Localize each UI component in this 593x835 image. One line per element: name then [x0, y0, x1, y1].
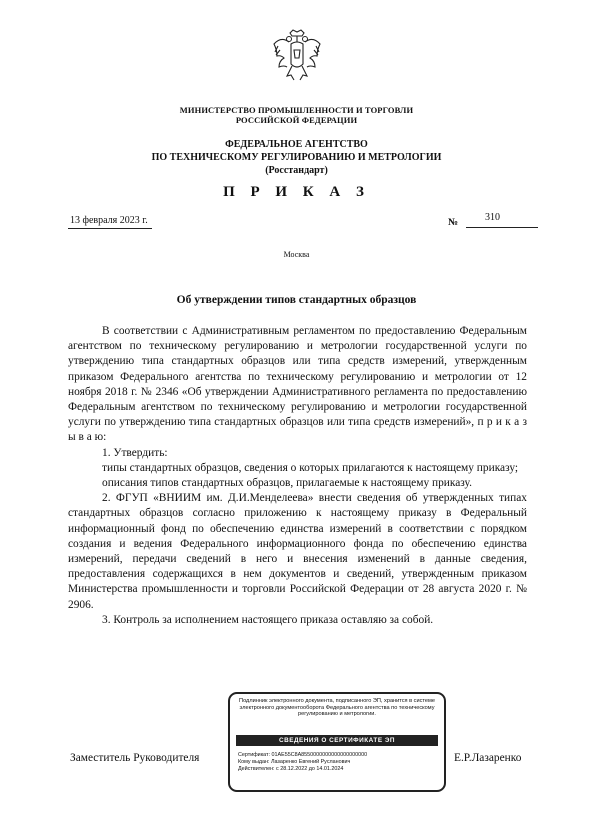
order-title: П Р И К А З — [223, 184, 370, 200]
agency-line-3: (Росстандарт) — [265, 165, 328, 176]
stamp-intro: Подлинник электронного документа, подписанного ЭП, хранится в системе электронного документооборота Федерального агентства по техническому регулированию и метрологии. — [239, 698, 435, 718]
order-city: Москва — [283, 250, 310, 259]
ministry-name — [0, 105, 593, 125]
agency-name — [0, 138, 593, 177]
paragraph-preamble — [68, 324, 527, 446]
electronic-signature-stamp — [228, 692, 446, 792]
ministry-line-2: РОССИЙСКОЙ ФЕДЕРАЦИИ — [235, 115, 358, 125]
signer-position: Заместитель Руководителя — [70, 752, 200, 764]
stamp-header: СВЕДЕНИЯ О СЕРТИФИКАТЕ ЭП — [236, 735, 438, 746]
order-body — [68, 324, 527, 628]
order-subject: Об утверждении типов стандартных образцов — [176, 294, 417, 306]
signer-name: Е.Р.Лазаренко — [454, 752, 522, 764]
agency-line-1: ФЕДЕРАЛЬНОЕ АГЕНТСТВО — [225, 139, 368, 150]
paragraph-item-1b: описания типов стандартных образцов, прилагаемые к настоящему приказу. — [102, 477, 472, 490]
paragraph-item-1: 1. Утвердить: — [102, 446, 168, 459]
stamp-validity: Действителен: с 28.12.2022 до 14.01.2024 — [238, 766, 344, 773]
russian-coat-of-arms-icon — [272, 28, 322, 86]
preamble-text: В соответствии с Административным регламентом по предоставлению Федеральным агентством по техническому регулированию и метрологии государственной услуги по утверждению типа стандартных образцов или типа средств измерений, утвержденным приказом Федерального агентства по техническому регулированию и метрологии от 12 ноября 2018 г. № 2346 «Об утверждении Административного регламента по предоставлению Федеральным агентством по техническому регулированию и метрологии государственной услуги по утверждению типа стандартных образцов или типа средств измерений», — [68, 325, 527, 429]
stamp-certificate: Сертификат: 01AE55C8A8550000000000000000000 — [238, 752, 368, 758]
date-underline — [68, 228, 152, 229]
stamp-owner: Кому выдан: Лазаренко Евгений Русланович — [238, 759, 351, 766]
order-date: 13 февраля 2023 г. — [70, 215, 148, 226]
paragraph-item-2: 2. ФГУП «ВНИИМ им. Д.И.Менделеева» внести сведения об утвержденных типах стандартных образцов согласно приложению к настоящему приказу в Федеральный информационный фонд по обеспечению единства измерений в соответствии с порядком создания и ведения Федерального информационного фонда по обеспечению единства измерений, передачи сведений в него и внесения изменений в данные сведения, предоставления содержащихся в нем документов и сведений, утвержденным приказом Министерства промышленности и торговли Российской Федерации от 28 августа 2020 г. № 2906. — [68, 492, 527, 611]
number-sign: № — [448, 217, 459, 228]
ministry-line-1: МИНИСТЕРСТВО ПРОМЫШЛЕННОСТИ И ТОРГОВЛИ — [179, 105, 414, 115]
stamp-details — [238, 752, 367, 774]
agency-line-2: ПО ТЕХНИЧЕСКОМУ РЕГУЛИРОВАНИЮ И МЕТРОЛОГИИ — [151, 152, 442, 163]
paragraph-item-1a: типы стандартных образцов, сведения о которых прилагаются к настоящему приказу; — [102, 461, 519, 474]
paragraph-item-3: 3. Контроль за исполнением настоящего приказа оставляю за собой. — [102, 613, 434, 626]
order-number: 310 — [485, 212, 500, 223]
number-underline — [466, 227, 538, 228]
order-word: п р и к а з ы в а ю: — [68, 416, 527, 444]
